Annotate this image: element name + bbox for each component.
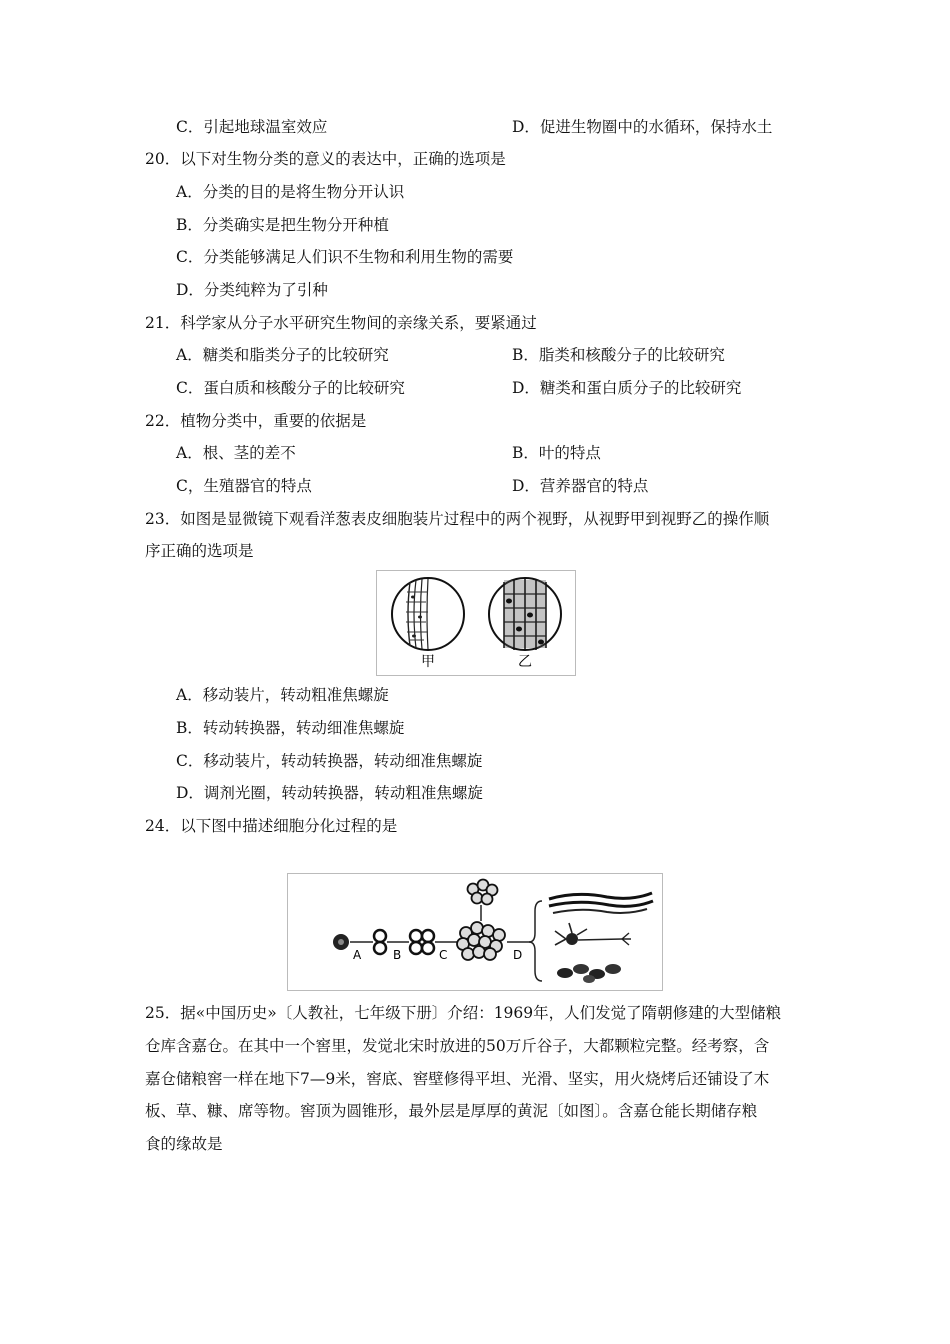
field-of-view-yi xyxy=(489,578,561,650)
field-of-view-jia xyxy=(392,578,464,650)
q21-option-b: B．脂类和核酸分子的比较研究 xyxy=(512,346,725,364)
q22-option-a: A．根、茎的差不 xyxy=(176,444,296,462)
q23-option-c: C．移动装片，转动转换器，转动细准焦螺旋 xyxy=(176,752,483,770)
q25-line2: 仓库含嘉仓。在其中一个窖里，发觉北宋时放进的50万斤谷子，大都颗粒完整。经考察，含 xyxy=(145,1037,770,1055)
q19-option-c: C．引起地球温室效应 xyxy=(176,118,328,136)
q25-line5: 食的缘故是 xyxy=(145,1135,223,1153)
q23-option-b: B．转动转换器，转动细准焦螺旋 xyxy=(176,719,405,737)
figure-label-a: A xyxy=(353,948,362,962)
q25-line3: 嘉仓储粮窖一样在地下7—9米，窖底、窖壁修得平坦、光滑、坚实，用火烧烤后还铺设了木 xyxy=(145,1070,770,1088)
q20-option-c: C．分类能够满足人们识不生物和利用生物的需要 xyxy=(176,248,514,266)
q20-option-d: D．分类纯粹为了引种 xyxy=(176,281,328,299)
cell-differentiation-figure xyxy=(287,873,663,991)
q25-line1: 25．据«中国历史»〔人教社，七年级下册〕介绍：1969年，人们发觉了隋朝修建的大型储粮 xyxy=(145,1004,782,1022)
q22-option-b: B．叶的特点 xyxy=(512,444,601,462)
q24-stem: 24．以下图中描述细胞分化过程的是 xyxy=(145,817,398,835)
figure-label-d: D xyxy=(513,948,523,962)
figure-label-c: C xyxy=(439,948,448,962)
microscope-views-figure xyxy=(376,570,576,676)
q23-option-a: A．移动装片，转动粗准焦螺旋 xyxy=(176,686,389,704)
q23-stem-line2: 序正确的选项是 xyxy=(145,542,254,560)
q25-line4: 板、草、糠、席等物。窖顶为圆锥形，最外层是厚厚的黄泥〔如图〕。含嘉仓能长期储存粮 xyxy=(145,1102,758,1120)
q22-option-c: C，生殖器官的特点 xyxy=(176,477,312,495)
q20-option-a: A．分类的目的是将生物分开认识 xyxy=(176,183,405,201)
q20-option-b: B．分类确实是把生物分开种植 xyxy=(176,216,389,234)
q21-option-a: A．糖类和脂类分子的比较研究 xyxy=(176,346,389,364)
q19-option-d: D．促进生物圈中的水循环，保持水土 xyxy=(512,118,773,136)
q21-option-c: C．蛋白质和核酸分子的比较研究 xyxy=(176,379,405,397)
q23-option-d: D．调剂光圈，转动转换器，转动粗准焦螺旋 xyxy=(176,784,483,802)
q20-stem: 20．以下对生物分类的意义的表达中，正确的选项是 xyxy=(145,150,506,168)
q21-stem: 21．科学家从分子水平研究生物间的亲缘关系，要紧通过 xyxy=(145,314,537,332)
q21-option-d: D．糖类和蛋白质分子的比较研究 xyxy=(512,379,742,397)
q22-stem: 22．植物分类中，重要的依据是 xyxy=(145,412,367,430)
q22-option-d: D．营养器官的特点 xyxy=(512,477,649,495)
figure-label-jia: 甲 xyxy=(421,654,435,670)
figure-label-yi: 乙 xyxy=(518,654,532,670)
figure-label-b: B xyxy=(393,948,402,962)
q23-stem-line1: 23．如图是显微镜下观看洋葱表皮细胞装片过程中的两个视野，从视野甲到视野乙的操作顺 xyxy=(145,510,770,528)
